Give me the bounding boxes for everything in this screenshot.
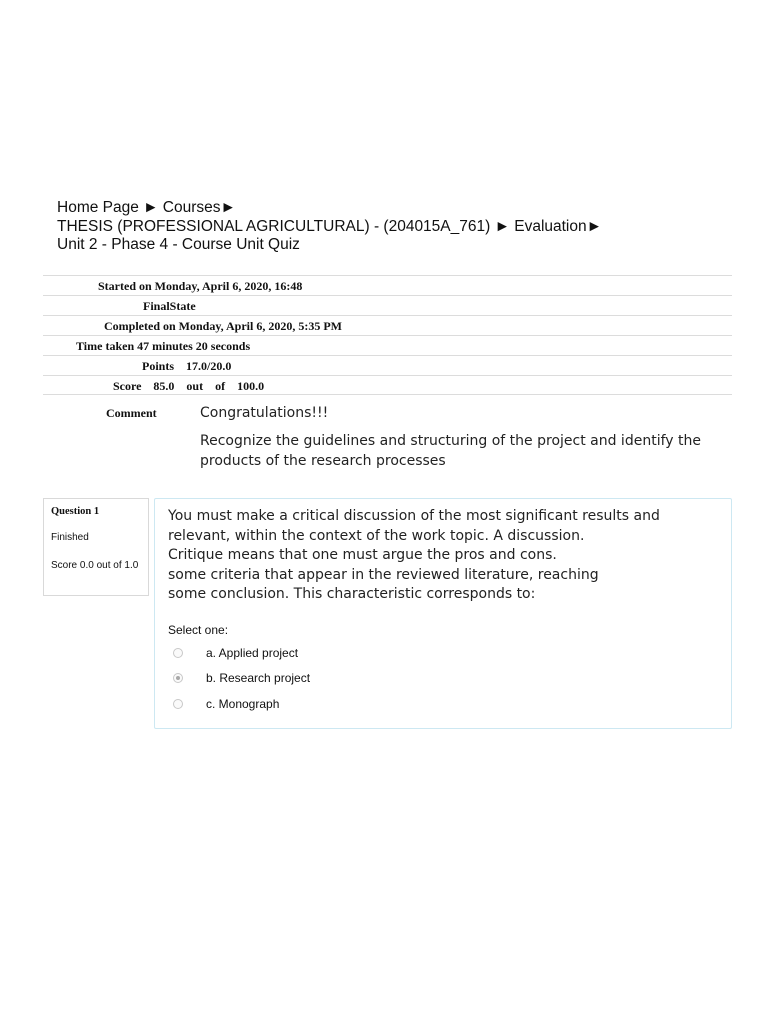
summary-row-score xyxy=(43,375,732,395)
summary-row-started xyxy=(43,275,732,295)
summary-row-state xyxy=(43,295,732,315)
time-taken: Time taken 47 minutes 20 seconds xyxy=(76,339,251,353)
question-content-box xyxy=(154,498,732,729)
quiz-summary-table xyxy=(43,275,732,395)
breadcrumb-line-1[interactable]: Home Page ► Courses► xyxy=(57,199,236,216)
question-text-line: Critique means that one must argue the pros and cons. xyxy=(168,547,557,563)
question-state: Finished xyxy=(51,532,89,543)
answer-option-a[interactable] xyxy=(173,645,298,661)
answer-option-c[interactable] xyxy=(173,696,279,712)
question-number: Question 1 xyxy=(51,506,100,517)
breadcrumb xyxy=(57,199,602,255)
answer-option-label: a. Applied project xyxy=(206,646,299,660)
summary-row-points xyxy=(43,355,732,375)
radio-checked-icon[interactable] xyxy=(173,673,183,683)
comment-text xyxy=(200,403,720,479)
question-text-line: some conclusion. This characteristic corresponds to: xyxy=(168,586,536,602)
completed-on: Completed on Monday, April 6, 2020, 5:35 PM xyxy=(104,319,343,333)
comment-line-2: Recognize the guidelines and structuring of the project and identify the products of the research processes xyxy=(200,433,701,469)
select-one-label: Select one: xyxy=(168,623,229,637)
question-text xyxy=(168,507,718,605)
score: Score 85.0 out of 100.0 xyxy=(113,379,265,393)
comment-label: Comment xyxy=(106,406,157,420)
breadcrumb-line-2[interactable]: THESIS (PROFESSIONAL AGRICULTURAL) - (204015A_761) ► Evaluation► xyxy=(57,217,602,235)
final-state: FinalState xyxy=(143,299,196,313)
breadcrumb-line-3[interactable]: Unit 2 - Phase 4 - Course Unit Quiz xyxy=(57,236,300,253)
started-on: Started on Monday, April 6, 2020, 16:48 xyxy=(98,279,303,293)
question-text-line: relevant, within the context of the work topic. A discussion. xyxy=(168,527,585,544)
question-text-line: You must make a critical discussion of the most significant results and xyxy=(168,508,660,524)
question-text-line: some criteria that appear in the reviewed literature, reaching xyxy=(168,566,599,583)
summary-row-time xyxy=(43,335,732,355)
answer-option-label: c. Monograph xyxy=(206,697,280,711)
summary-row-completed xyxy=(43,315,732,335)
radio-icon[interactable] xyxy=(173,699,183,709)
question-info-panel xyxy=(43,498,149,596)
question-score: Score 0.0 out of 1.0 xyxy=(51,560,139,571)
comment-line-1: Congratulations!!! xyxy=(200,405,329,421)
radio-icon[interactable] xyxy=(173,648,183,658)
points: Points 17.0/20.0 xyxy=(142,359,232,373)
answer-option-label: b. Research project xyxy=(206,671,311,685)
answer-option-b[interactable] xyxy=(173,670,310,686)
